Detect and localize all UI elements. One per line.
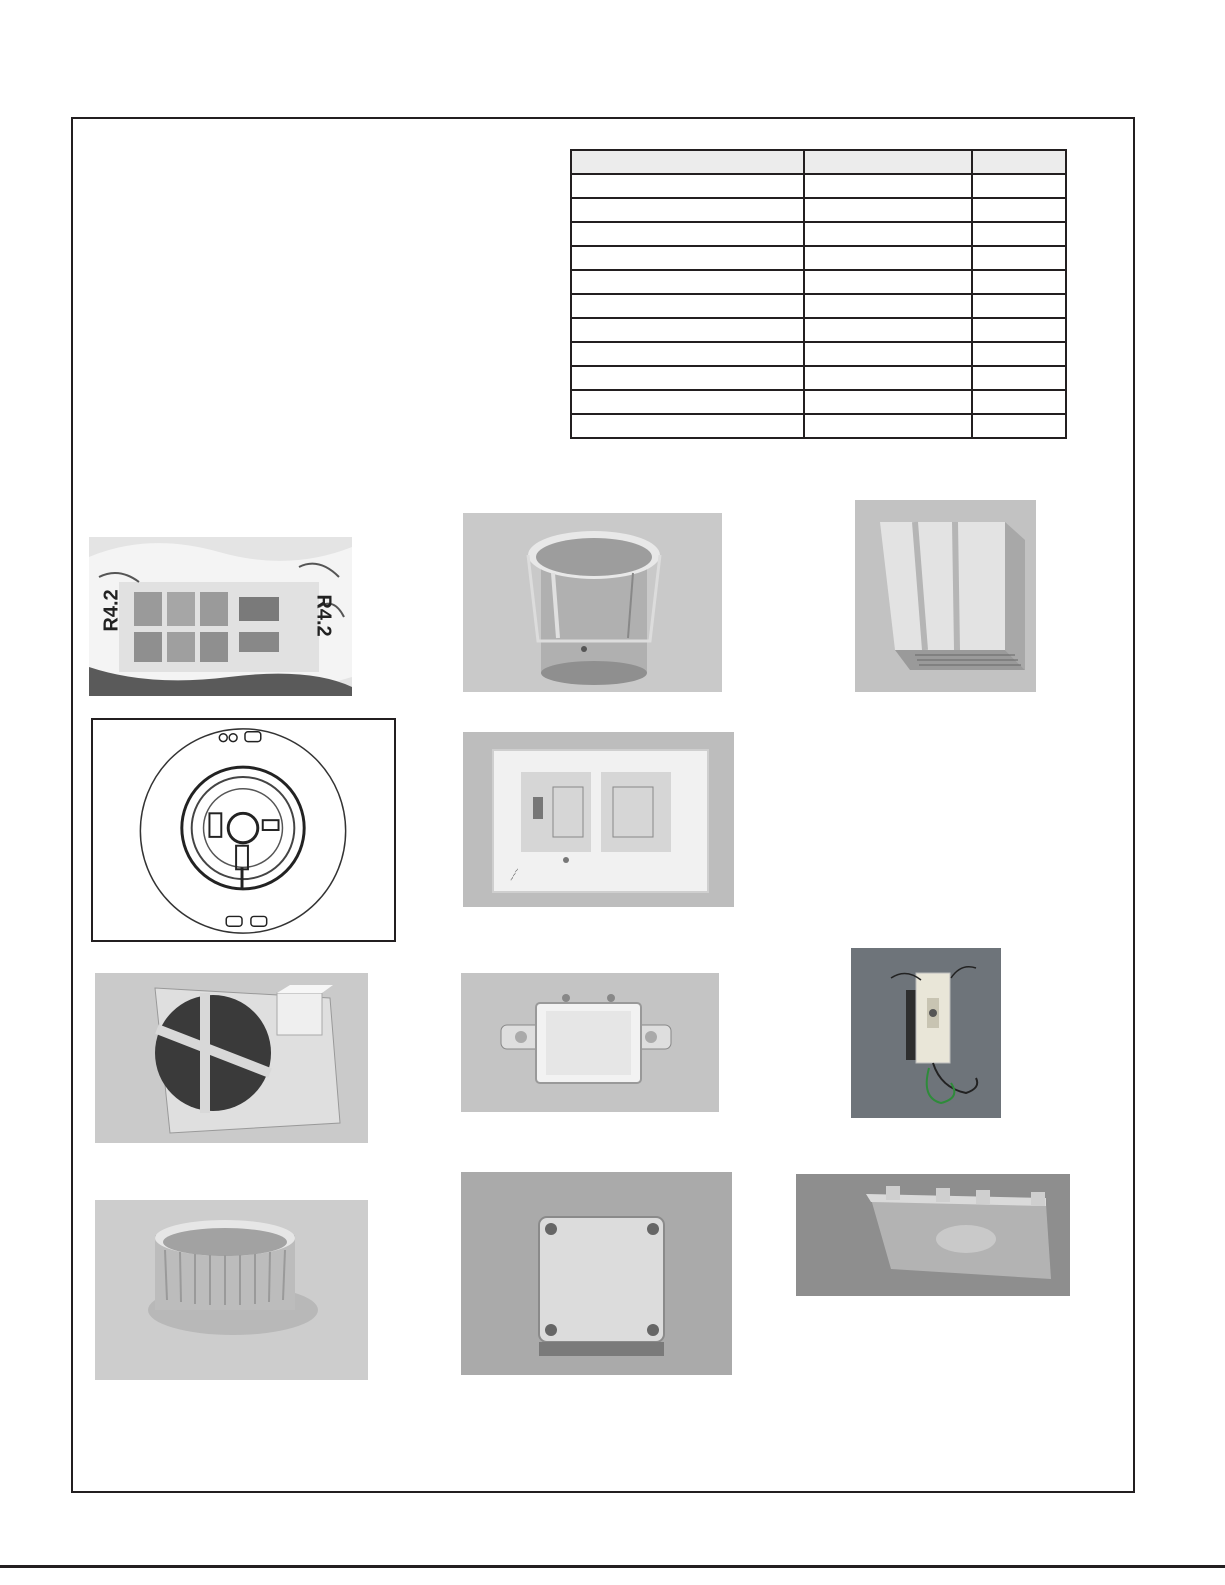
table-cell: [972, 294, 1066, 318]
table-row: [571, 294, 1066, 318]
table-cell: [972, 270, 1066, 294]
table-cell: [804, 174, 972, 198]
svg-text:~~~: ~~~: [506, 866, 522, 883]
table-body: [571, 174, 1066, 438]
table-cell: [571, 318, 804, 342]
table-row: [571, 222, 1066, 246]
table-row: [571, 342, 1066, 366]
table-cell: [571, 366, 804, 390]
table-row: [571, 414, 1066, 438]
table-cell: [804, 222, 972, 246]
table-row: [571, 174, 1066, 198]
table-cell: [972, 390, 1066, 414]
table-cell: [972, 246, 1066, 270]
mounting-bracket-photo: [796, 1174, 1070, 1296]
table-cell: [571, 174, 804, 198]
table-row: [571, 390, 1066, 414]
table-cell: [571, 246, 804, 270]
round-duct-collar-photo: [95, 1200, 368, 1380]
table-cell: [972, 174, 1066, 198]
junction-box-photo: [461, 1172, 732, 1375]
table-cell: [972, 342, 1066, 366]
table-row: [571, 318, 1066, 342]
table-cell: [804, 366, 972, 390]
fan-housing-photo: [95, 973, 368, 1143]
header-cell: [972, 150, 1066, 174]
table-cell: [804, 318, 972, 342]
table-cell: [972, 318, 1066, 342]
table-cell: [804, 414, 972, 438]
table-cell: [972, 366, 1066, 390]
table-cell: [972, 414, 1066, 438]
table-cell: [804, 270, 972, 294]
table-row: [571, 246, 1066, 270]
exterior-vent-hood-photo: [855, 500, 1036, 692]
table-cell: [571, 414, 804, 438]
table-cell: [972, 222, 1066, 246]
table-row: [571, 366, 1066, 390]
table-header-row: [571, 150, 1066, 174]
header-cell: [571, 150, 804, 174]
table-cell: [571, 390, 804, 414]
table-cell: [571, 270, 804, 294]
header-cell: [804, 150, 972, 174]
table-cell: [804, 198, 972, 222]
table-cell: [804, 342, 972, 366]
table-row: [571, 270, 1066, 294]
table-cell: [571, 342, 804, 366]
insulation-label: R4.2: [100, 589, 123, 632]
duct-collar-damper-photo: [463, 513, 722, 692]
footer-rule: [0, 1565, 1225, 1568]
table-cell: [804, 294, 972, 318]
insulation-label: R4.2: [312, 594, 335, 637]
table-cell: [804, 246, 972, 270]
fan-motor-disc-drawing: [91, 718, 396, 942]
double-wall-plate-photo: [463, 732, 734, 907]
table-cell: [804, 390, 972, 414]
table-cell: [571, 294, 804, 318]
table-cell: [972, 198, 1066, 222]
table-cell: [571, 198, 804, 222]
parts-table: [570, 149, 1067, 439]
rocker-switch-photo: [461, 973, 719, 1112]
table-row: [571, 198, 1066, 222]
speed-control-switch-photo: [851, 948, 1001, 1118]
table-cell: [571, 222, 804, 246]
insulation-bag-photo: [89, 537, 352, 696]
